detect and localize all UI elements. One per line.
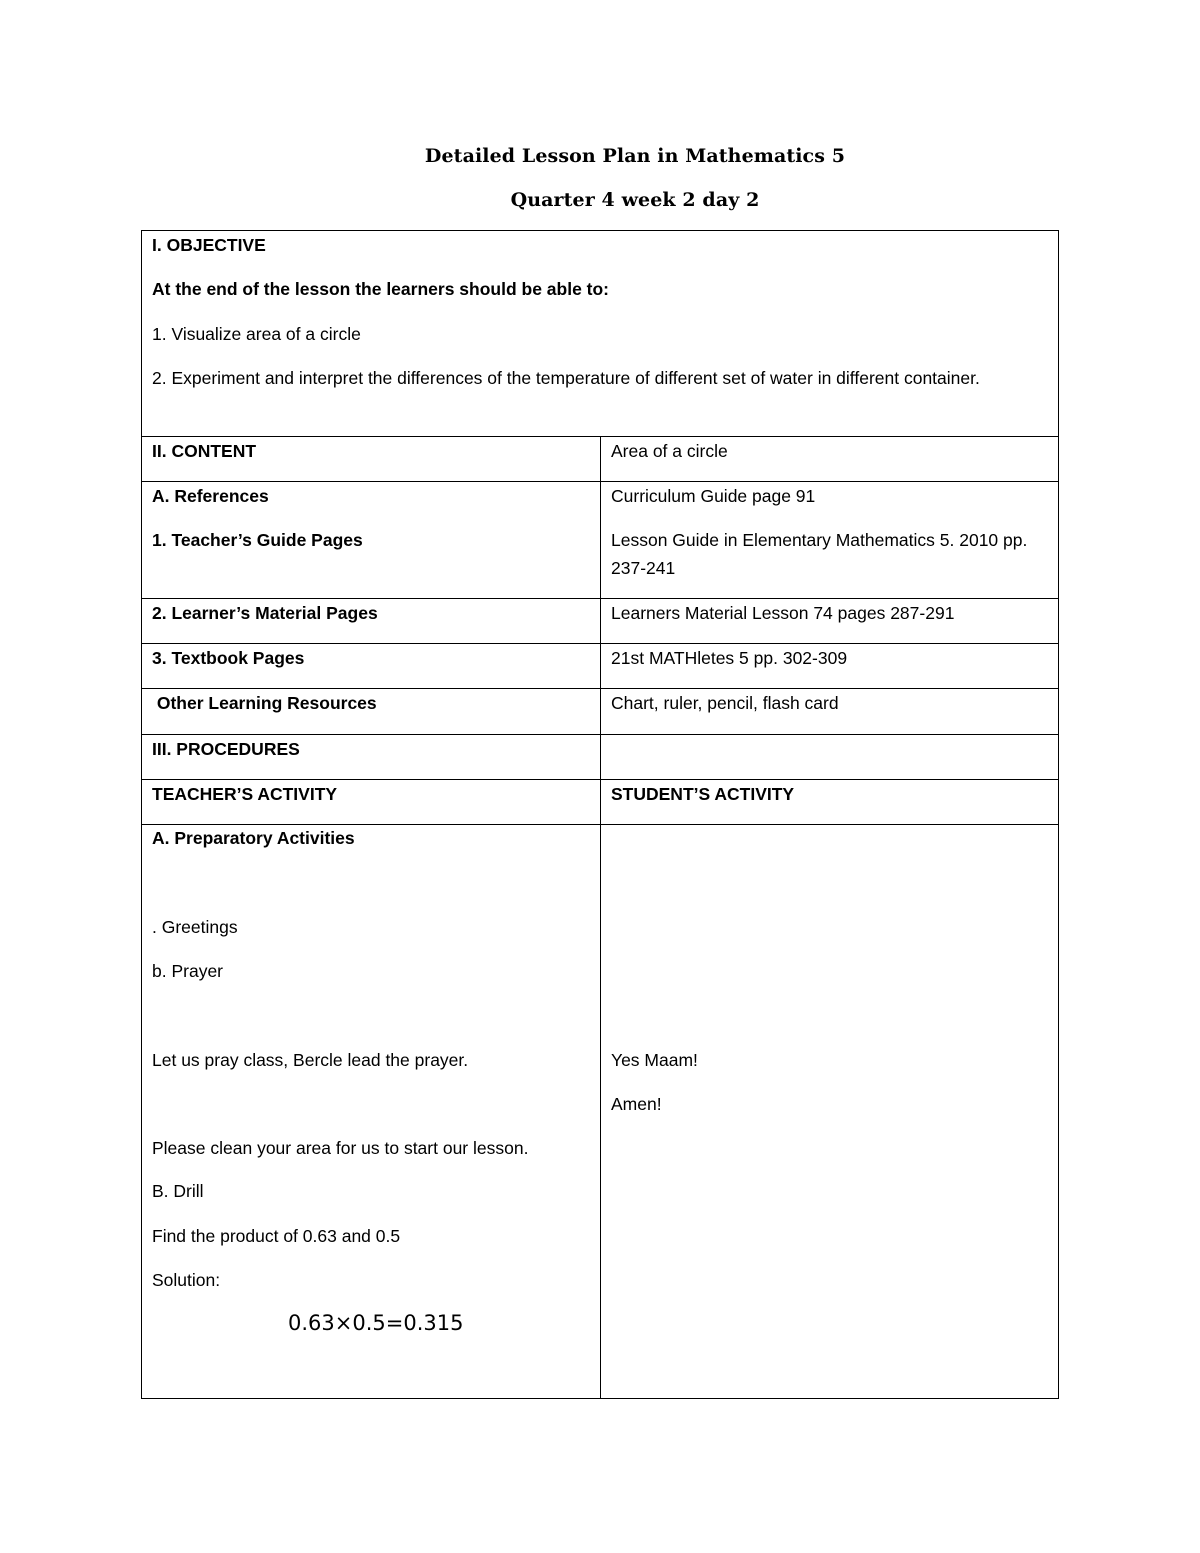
procedures-heading: III. PROCEDURES — [152, 739, 300, 759]
student-response: Yes Maam! — [611, 1050, 698, 1070]
document-title: Detailed Lesson Plan in Mathematics 5 — [424, 145, 846, 167]
drill-heading: B. Drill — [152, 1181, 204, 1201]
teacher-activity-header: TEACHER’S ACTIVITY — [152, 784, 338, 804]
preparatory-activities-heading: A. Preparatory Activities — [152, 828, 355, 848]
table-column-divider — [600, 436, 601, 1399]
document-subtitle: Quarter 4 week 2 day 2 — [510, 189, 760, 211]
teachers-guide-value: Lesson Guide in Elementary Mathematics 5. 2010 pp. 237-241 — [611, 530, 1028, 578]
other-resources-value: Chart, ruler, pencil, flash card — [611, 693, 839, 713]
objective-heading: I. OBJECTIVE — [152, 235, 266, 255]
textbook-label: 3. Textbook Pages — [152, 648, 305, 668]
content-value: Area of a circle — [611, 441, 728, 461]
student-response: Amen! — [611, 1094, 662, 1114]
table-border-left — [141, 230, 142, 1399]
objective-item: 2. Experiment and interpret the differences of the temperature of different set of water in different container. — [152, 368, 980, 388]
learners-material-value: Learners Material Lesson 74 pages 287-291 — [611, 603, 955, 623]
objective-intro: At the end of the lesson the learners should be able to: — [152, 279, 610, 299]
learners-material-label: 2. Learner’s Material Pages — [152, 603, 378, 623]
solution-label: Solution: — [152, 1270, 221, 1290]
teachers-guide-label: 1. Teacher’s Guide Pages — [152, 530, 363, 550]
table-border-right — [1058, 230, 1059, 1399]
teacher-prayer-instruction: Let us pray class, Bercle lead the prayer. — [152, 1050, 469, 1070]
drill-task: Find the product of 0.63 and 0.5 — [152, 1226, 401, 1246]
other-resources-label: Other Learning Resources — [152, 693, 377, 713]
references-heading: A. References — [152, 486, 269, 506]
greetings-item: . Greetings — [152, 917, 238, 937]
prayer-item: b. Prayer — [152, 961, 223, 981]
objective-item: 1. Visualize area of a circle — [152, 324, 361, 344]
curriculum-guide-value: Curriculum Guide page 91 — [611, 486, 816, 506]
solution-equation: 0.63×0.5=0.315 — [288, 1311, 464, 1335]
teacher-clean-instruction: Please clean your area for us to start our lesson. — [152, 1138, 529, 1158]
textbook-value: 21st MATHletes 5 pp. 302-309 — [611, 648, 848, 668]
student-activity-header: STUDENT’S ACTIVITY — [611, 784, 795, 804]
content-heading: II. CONTENT — [152, 441, 257, 461]
table-border-top — [141, 230, 1059, 231]
